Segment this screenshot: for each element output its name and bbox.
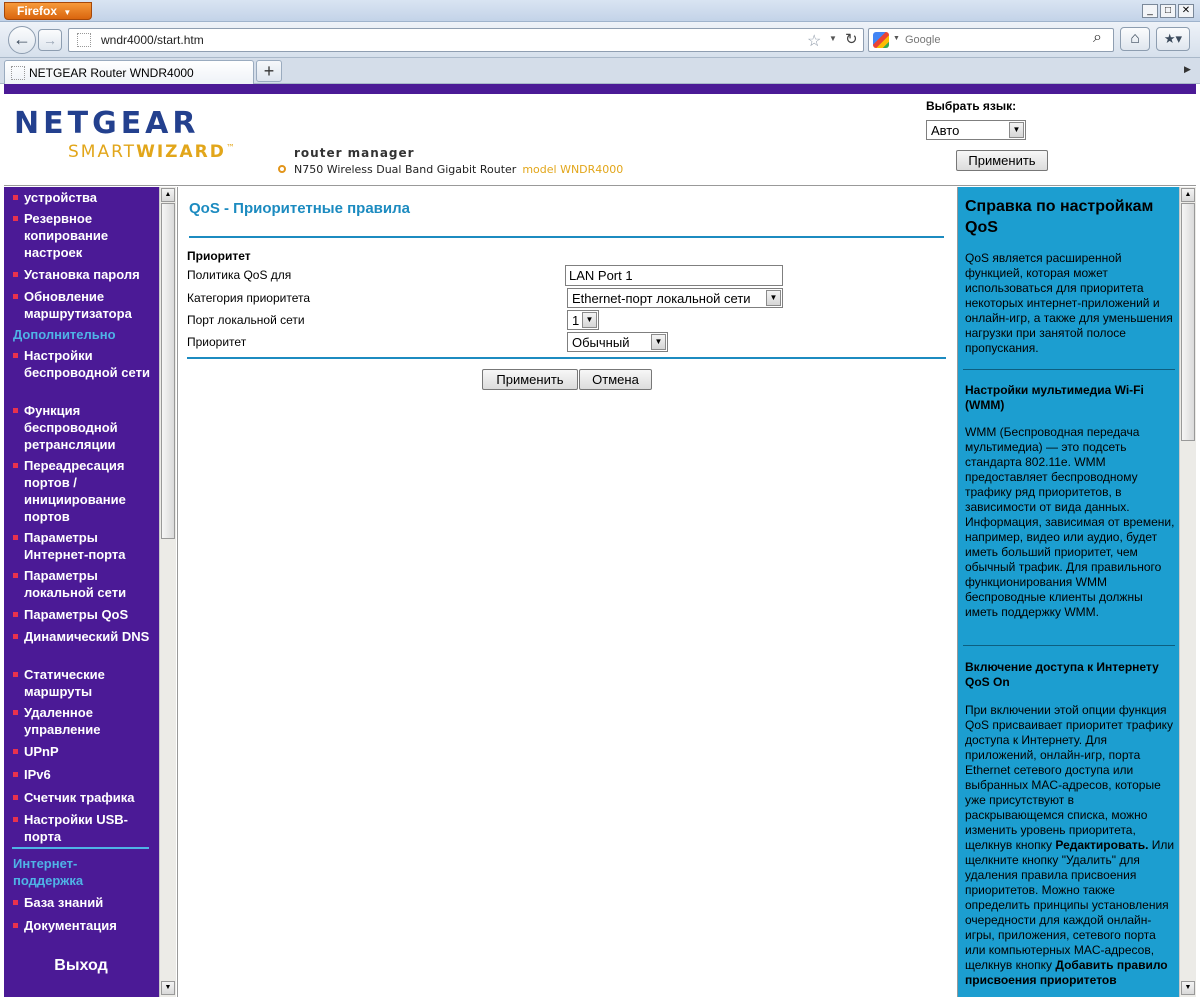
maximize-button[interactable]: □ xyxy=(1160,4,1176,18)
dropdown-icon[interactable]: ▼ xyxy=(829,34,837,43)
address-bar[interactable] xyxy=(68,28,864,52)
scroll-up-icon[interactable]: ▲ xyxy=(1181,188,1195,202)
help-intro: QoS является расширенной функцией, которая может использоваться для приоритета некоторых интернет-приложений и онлайн-игр, а также для уменьшения нагрузки при занятой полосе пропускания. xyxy=(965,251,1173,355)
logout-link[interactable]: Выход xyxy=(54,957,108,974)
menu-divider xyxy=(12,847,149,849)
reload-icon[interactable]: ↻ xyxy=(845,31,858,48)
menu-item-static-routes[interactable]: Статические маршруты xyxy=(24,666,158,700)
priority-value: Обычный xyxy=(572,335,630,350)
menu-item-qos-setup[interactable]: Параметры QoS xyxy=(24,606,158,623)
search-bar[interactable] xyxy=(868,28,1114,52)
logo-dot-icon xyxy=(278,165,286,173)
smartwizard-logo xyxy=(68,142,237,162)
page-icon xyxy=(11,66,25,80)
chevron-down-icon: ▼ xyxy=(651,334,666,350)
menu-item-port-forwarding[interactable]: Переадресация портов / инициирование портов xyxy=(24,457,158,525)
language-apply-button[interactable]: Применить xyxy=(956,150,1048,171)
help-qos-text-1: При включении этой опции функция QoS присваивает приоритет трафику доступа к Интернету. Для приложений, онлайн-игр, порта Ethernet сетевого доступа или выбранных MAC-адресов, которые уже присутствуют в раскрывающемся списка, можно изменить уровень приоритета, щелкнув кнопку xyxy=(965,703,1174,852)
chevron-down-icon: ▼ xyxy=(766,290,781,306)
model-line: N750 Wireless Dual Band Gigabit Router xyxy=(294,163,517,176)
help-scrollbar[interactable] xyxy=(1179,187,1196,997)
help-qos-text xyxy=(965,703,1175,988)
home-button[interactable] xyxy=(1120,27,1150,51)
scroll-right-icon[interactable]: ▶ xyxy=(1184,64,1191,74)
minimize-button[interactable]: _ xyxy=(1142,4,1158,18)
bookmark-star-icon[interactable]: ☆ xyxy=(807,33,822,50)
help-wmm-text: WMM (Беспроводная передача мультимедиа) — это подсеть стандарта 802.11e. WMM предоставляет беспроводному трафику ряд приоритетов, в зависимости от вида данных. Информация, зависимая от времени, например, видео или аудио, будет иметь больший приоритет, чем обычный трафик. Для правильного функционирования WMM беспроводные клиенты должны иметь поддержку WMM. xyxy=(965,425,1175,619)
category-value: Ethernet-порт локальной сети xyxy=(572,291,751,306)
router-header xyxy=(4,94,1196,186)
url-text: wndr4000/start.htm xyxy=(101,33,204,47)
header-strip xyxy=(4,84,1196,94)
menu-item-device[interactable]: устройства xyxy=(24,189,158,206)
back-arrow-icon: ← xyxy=(13,29,31,49)
menu-item-documentation[interactable]: Документация xyxy=(24,917,158,934)
menu-item-lan-setup[interactable]: Параметры локальной сети xyxy=(24,567,158,601)
priority-label: Приоритет xyxy=(187,335,247,349)
menu-section-support: Интернет-поддержка xyxy=(13,856,84,888)
lan-port-label: Порт локальной сети xyxy=(187,313,305,327)
help-edit-term: Редактировать. xyxy=(1055,838,1149,852)
dropdown-icon: ▼ xyxy=(893,35,900,42)
scroll-thumb[interactable] xyxy=(1181,203,1195,441)
trademark: ™ xyxy=(225,143,237,154)
lan-port-select[interactable] xyxy=(567,310,599,330)
window-titlebar xyxy=(0,0,1200,22)
tab-title: NETGEAR Router WNDR4000 xyxy=(29,66,194,80)
search-icon[interactable]: ⌕ xyxy=(1093,29,1102,46)
menu-item-firmware-update[interactable]: Обновление маршрутизатора xyxy=(24,288,158,322)
left-menu-scrollbar[interactable] xyxy=(159,187,176,997)
category-label: Категория приоритета xyxy=(187,291,311,305)
router-manager-title: router manager xyxy=(294,146,415,160)
chevron-down-icon: ▼ xyxy=(1009,122,1024,138)
help-qos-heading: Включение доступа к Интернету QoS On xyxy=(965,660,1159,689)
menu-item-usb-settings[interactable]: Настройки USB-порта xyxy=(24,811,158,845)
forward-arrow-icon: → xyxy=(43,32,57,48)
help-panel xyxy=(957,187,1179,997)
menu-item-upnp[interactable]: UPnP xyxy=(24,743,158,760)
priority-select[interactable] xyxy=(567,332,668,352)
apply-button[interactable]: Применить xyxy=(482,369,578,390)
help-title: Справка по настройкам QoS xyxy=(965,198,1154,236)
netgear-logo: NETGEAR xyxy=(14,106,200,141)
help-divider xyxy=(963,645,1175,646)
forward-button[interactable] xyxy=(38,29,62,51)
firefox-menu-label: Firefox xyxy=(17,4,58,18)
menu-item-password[interactable]: Установка пароля xyxy=(24,266,158,283)
smartwizard-light: SMART xyxy=(68,142,137,162)
help-qos-text-2: Или щелкните кнопку "Удалить" для удаления правила присвоения приоритетов. Можно также определить принципы установления очередности для каждой онлайн-игры, приложения, сетевого порта или компьютерных MAC-адресов, щелкнув кнопку xyxy=(965,838,1175,972)
scroll-thumb[interactable] xyxy=(161,203,175,539)
page-icon xyxy=(77,33,91,47)
title-divider xyxy=(189,236,944,238)
menu-item-remote-management[interactable]: Удаленное управление xyxy=(24,704,158,738)
menu-item-backup[interactable]: Резервное копирование настроек xyxy=(24,210,158,261)
scroll-down-icon[interactable]: ▼ xyxy=(161,981,175,995)
scroll-down-icon[interactable]: ▼ xyxy=(1181,981,1195,995)
menu-section-advanced: Дополнительно xyxy=(13,327,116,342)
model-name: model WNDR4000 xyxy=(522,163,624,176)
firefox-menu-button[interactable] xyxy=(4,2,92,20)
left-menu xyxy=(4,187,160,997)
menu-item-traffic-meter[interactable]: Счетчик трафика xyxy=(24,789,158,806)
language-label: Выбрать язык: xyxy=(926,99,1017,113)
priority-section-label: Приоритет xyxy=(187,249,251,263)
policy-input[interactable]: LAN Port 1 xyxy=(565,265,783,286)
chevron-down-icon: ▼ xyxy=(63,8,72,17)
tab-bar xyxy=(0,58,1200,84)
menu-item-wan-setup[interactable]: Параметры Интернет-порта xyxy=(24,529,158,563)
language-value: Авто xyxy=(931,123,960,138)
help-wmm-heading: Настройки мультимедиа Wi-Fi (WMM) xyxy=(965,383,1144,412)
google-icon xyxy=(873,32,889,48)
page-title: QoS - Приоритетные правила xyxy=(189,200,410,217)
lan-port-value: 1 xyxy=(572,313,580,328)
smartwizard-bold: WIZARD xyxy=(136,142,226,162)
form-divider xyxy=(187,357,946,359)
menu-item-ipv6[interactable]: IPv6 xyxy=(24,766,158,783)
home-icon: ⌂ xyxy=(1130,30,1140,47)
navigation-toolbar xyxy=(0,22,1200,58)
menu-item-wireless-settings[interactable]: Настройки беспроводной сети xyxy=(24,347,158,381)
content-frame xyxy=(177,187,955,997)
cancel-button[interactable]: Отмена xyxy=(579,369,652,390)
help-add-term: Добавить правило присвоения приоритетов xyxy=(965,958,1168,987)
policy-label: Политика QoS для xyxy=(187,268,292,282)
chevron-down-icon: ▼ xyxy=(582,312,597,328)
menu-item-dynamic-dns[interactable]: Динамический DNS xyxy=(24,628,158,645)
bookmarks-button[interactable] xyxy=(1156,27,1190,51)
category-select[interactable] xyxy=(567,288,783,308)
back-button[interactable] xyxy=(8,26,36,54)
menu-item-wireless-repeating[interactable]: Функция беспроводной ретрансляции xyxy=(24,402,158,453)
search-placeholder: Google xyxy=(905,34,941,46)
close-button[interactable]: ✕ xyxy=(1178,4,1194,18)
bookmarks-icon: ★▾ xyxy=(1163,31,1183,46)
help-divider xyxy=(963,369,1175,370)
router-model xyxy=(294,163,623,176)
language-select[interactable] xyxy=(926,120,1026,140)
new-tab-button[interactable] xyxy=(256,60,282,82)
tab-netgear-router[interactable] xyxy=(4,60,254,84)
menu-item-knowledge-base[interactable]: База знаний xyxy=(24,894,158,911)
plus-icon: + xyxy=(263,61,275,81)
scroll-up-icon[interactable]: ▲ xyxy=(161,188,175,202)
